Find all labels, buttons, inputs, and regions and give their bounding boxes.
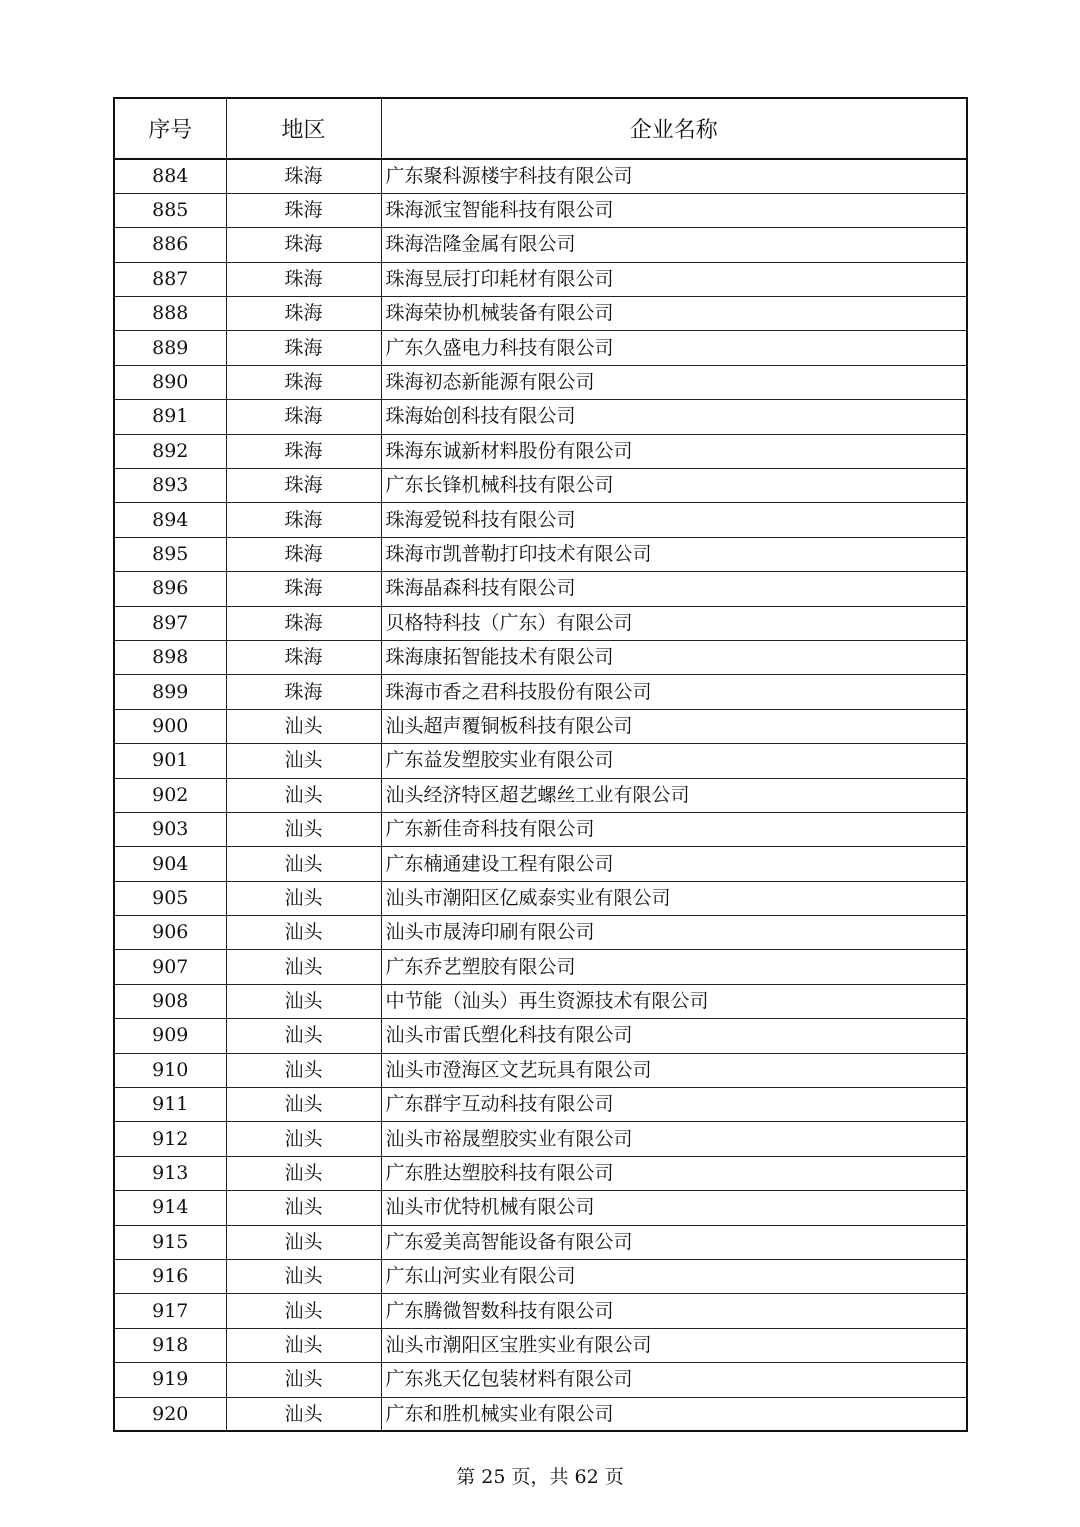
company-name-cell: 广东腾微智数科技有限公司 [381, 1294, 967, 1328]
company-name-cell: 广东益发塑胶实业有限公司 [381, 744, 967, 778]
table-row [114, 365, 967, 399]
serial-number-cell: 891 [114, 400, 226, 434]
region-cell: 珠海 [226, 297, 381, 331]
region-cell: 汕头 [226, 950, 381, 984]
table-row [114, 1053, 967, 1087]
company-name-cell: 广东乔艺塑胶有限公司 [381, 950, 967, 984]
serial-number-cell: 904 [114, 847, 226, 881]
table-body [114, 159, 967, 1431]
company-name-cell: 珠海昱辰打印耗材有限公司 [381, 262, 967, 296]
serial-number-cell: 907 [114, 950, 226, 984]
serial-number-cell: 886 [114, 228, 226, 262]
company-name-cell: 珠海康拓智能技术有限公司 [381, 640, 967, 674]
region-cell: 汕头 [226, 1225, 381, 1259]
table-row [114, 434, 967, 468]
region-cell: 珠海 [226, 400, 381, 434]
serial-number-cell: 894 [114, 503, 226, 537]
region-cell: 珠海 [226, 469, 381, 503]
company-name-cell: 广东新佳奇科技有限公司 [381, 812, 967, 846]
table-row [114, 950, 967, 984]
enterprise-list-table [113, 97, 968, 1432]
region-cell: 珠海 [226, 228, 381, 262]
region-cell: 汕头 [226, 1088, 381, 1122]
company-name-cell: 珠海荣协机械装备有限公司 [381, 297, 967, 331]
table-row [114, 1191, 967, 1225]
region-cell: 珠海 [226, 606, 381, 640]
table-row [114, 228, 967, 262]
serial-number-cell: 887 [114, 262, 226, 296]
region-cell: 珠海 [226, 159, 381, 193]
table-row [114, 1363, 967, 1397]
company-name-cell: 珠海市香之君科技股份有限公司 [381, 675, 967, 709]
table-row [114, 159, 967, 193]
serial-number-cell: 890 [114, 365, 226, 399]
region-cell: 汕头 [226, 847, 381, 881]
region-cell: 汕头 [226, 984, 381, 1018]
header-row [114, 98, 967, 159]
table-row [114, 847, 967, 881]
company-name-cell: 广东山河实业有限公司 [381, 1260, 967, 1294]
company-name-cell: 汕头市晟涛印刷有限公司 [381, 916, 967, 950]
region-cell: 汕头 [226, 916, 381, 950]
serial-number-cell: 913 [114, 1156, 226, 1190]
table-row [114, 503, 967, 537]
table-row [114, 984, 967, 1018]
table-row [114, 640, 967, 674]
company-name-cell: 汕头市雷氏塑化科技有限公司 [381, 1019, 967, 1053]
table-row [114, 744, 967, 778]
region-cell: 珠海 [226, 572, 381, 606]
region-cell: 珠海 [226, 365, 381, 399]
region-cell: 珠海 [226, 434, 381, 468]
company-name-cell: 汕头经济特区超艺螺丝工业有限公司 [381, 778, 967, 812]
region-cell: 汕头 [226, 1019, 381, 1053]
table-row [114, 675, 967, 709]
region-cell: 珠海 [226, 503, 381, 537]
table-row [114, 400, 967, 434]
table-row [114, 193, 967, 227]
table-row [114, 606, 967, 640]
region-cell: 珠海 [226, 675, 381, 709]
region-cell: 汕头 [226, 778, 381, 812]
serial-number-cell: 900 [114, 709, 226, 743]
region-cell: 珠海 [226, 262, 381, 296]
region-cell: 汕头 [226, 709, 381, 743]
table-row [114, 469, 967, 503]
company-name-cell: 珠海东诚新材料股份有限公司 [381, 434, 967, 468]
serial-number-cell: 912 [114, 1122, 226, 1156]
serial-number-cell: 916 [114, 1260, 226, 1294]
region-cell: 汕头 [226, 1294, 381, 1328]
company-name-cell: 汕头市优特机械有限公司 [381, 1191, 967, 1225]
region-cell: 汕头 [226, 881, 381, 915]
serial-number-cell: 888 [114, 297, 226, 331]
region-cell: 汕头 [226, 1122, 381, 1156]
table-row [114, 1122, 967, 1156]
region-cell: 汕头 [226, 1260, 381, 1294]
serial-number-cell: 906 [114, 916, 226, 950]
region-cell: 珠海 [226, 537, 381, 571]
company-name-cell: 珠海始创科技有限公司 [381, 400, 967, 434]
serial-number-cell: 892 [114, 434, 226, 468]
serial-number-cell: 897 [114, 606, 226, 640]
page-number: 第 25 页，共 62 页 [456, 1466, 624, 1488]
serial-number-cell: 909 [114, 1019, 226, 1053]
region-cell: 汕头 [226, 744, 381, 778]
table-row [114, 916, 967, 950]
region-cell: 汕头 [226, 1397, 381, 1431]
header-company-name: 企业名称 [381, 98, 967, 159]
company-name-cell: 广东久盛电力科技有限公司 [381, 331, 967, 365]
region-cell: 汕头 [226, 1053, 381, 1087]
table-row [114, 1156, 967, 1190]
serial-number-cell: 911 [114, 1088, 226, 1122]
serial-number-cell: 889 [114, 331, 226, 365]
table-row [114, 572, 967, 606]
serial-number-cell: 899 [114, 675, 226, 709]
company-name-cell: 汕头市潮阳区亿威泰实业有限公司 [381, 881, 967, 915]
table-row [114, 1328, 967, 1362]
table-row [114, 812, 967, 846]
region-cell: 珠海 [226, 193, 381, 227]
serial-number-cell: 908 [114, 984, 226, 1018]
table-row [114, 1225, 967, 1259]
company-name-cell: 广东聚科源楼宇科技有限公司 [381, 159, 967, 193]
company-name-cell: 珠海市凯普勒打印技术有限公司 [381, 537, 967, 571]
serial-number-cell: 884 [114, 159, 226, 193]
serial-number-cell: 917 [114, 1294, 226, 1328]
serial-number-cell: 901 [114, 744, 226, 778]
serial-number-cell: 910 [114, 1053, 226, 1087]
serial-number-cell: 920 [114, 1397, 226, 1431]
company-name-cell: 珠海初态新能源有限公司 [381, 365, 967, 399]
company-name-cell: 汕头市澄海区文艺玩具有限公司 [381, 1053, 967, 1087]
company-name-cell: 珠海爱锐科技有限公司 [381, 503, 967, 537]
serial-number-cell: 896 [114, 572, 226, 606]
company-name-cell: 广东兆天亿包装材料有限公司 [381, 1363, 967, 1397]
serial-number-cell: 893 [114, 469, 226, 503]
table-row [114, 778, 967, 812]
serial-number-cell: 885 [114, 193, 226, 227]
table-row [114, 709, 967, 743]
header-region: 地区 [226, 98, 381, 159]
header-serial-number: 序号 [114, 98, 226, 159]
serial-number-cell: 918 [114, 1328, 226, 1362]
company-name-cell: 广东群宇互动科技有限公司 [381, 1088, 967, 1122]
company-name-cell: 汕头超声覆铜板科技有限公司 [381, 709, 967, 743]
region-cell: 汕头 [226, 1363, 381, 1397]
region-cell: 汕头 [226, 1156, 381, 1190]
table-row [114, 1397, 967, 1431]
region-cell: 汕头 [226, 1328, 381, 1362]
company-name-cell: 汕头市潮阳区宝胜实业有限公司 [381, 1328, 967, 1362]
region-cell: 汕头 [226, 812, 381, 846]
region-cell: 汕头 [226, 1191, 381, 1225]
company-name-cell: 汕头市裕晟塑胶实业有限公司 [381, 1122, 967, 1156]
company-name-cell: 广东长锋机械科技有限公司 [381, 469, 967, 503]
table-header [114, 98, 967, 159]
company-name-cell: 广东和胜机械实业有限公司 [381, 1397, 967, 1431]
serial-number-cell: 905 [114, 881, 226, 915]
serial-number-cell: 914 [114, 1191, 226, 1225]
company-name-cell: 贝格特科技（广东）有限公司 [381, 606, 967, 640]
company-name-cell: 珠海晶森科技有限公司 [381, 572, 967, 606]
region-cell: 珠海 [226, 331, 381, 365]
company-name-cell: 珠海浩隆金属有限公司 [381, 228, 967, 262]
company-name-cell: 广东胜达塑胶科技有限公司 [381, 1156, 967, 1190]
company-name-cell: 珠海派宝智能科技有限公司 [381, 193, 967, 227]
table-row [114, 1088, 967, 1122]
table-row [114, 881, 967, 915]
serial-number-cell: 919 [114, 1363, 226, 1397]
company-name-cell: 广东楠通建设工程有限公司 [381, 847, 967, 881]
serial-number-cell: 902 [114, 778, 226, 812]
company-name-cell: 广东爱美高智能设备有限公司 [381, 1225, 967, 1259]
table-row [114, 1294, 967, 1328]
table-row [114, 262, 967, 296]
serial-number-cell: 903 [114, 812, 226, 846]
table-row [114, 1260, 967, 1294]
table-row [114, 537, 967, 571]
serial-number-cell: 895 [114, 537, 226, 571]
table-row [114, 1019, 967, 1053]
serial-number-cell: 915 [114, 1225, 226, 1259]
serial-number-cell: 898 [114, 640, 226, 674]
table-row [114, 297, 967, 331]
company-name-cell: 中节能（汕头）再生资源技术有限公司 [381, 984, 967, 1018]
table-row [114, 331, 967, 365]
region-cell: 珠海 [226, 640, 381, 674]
